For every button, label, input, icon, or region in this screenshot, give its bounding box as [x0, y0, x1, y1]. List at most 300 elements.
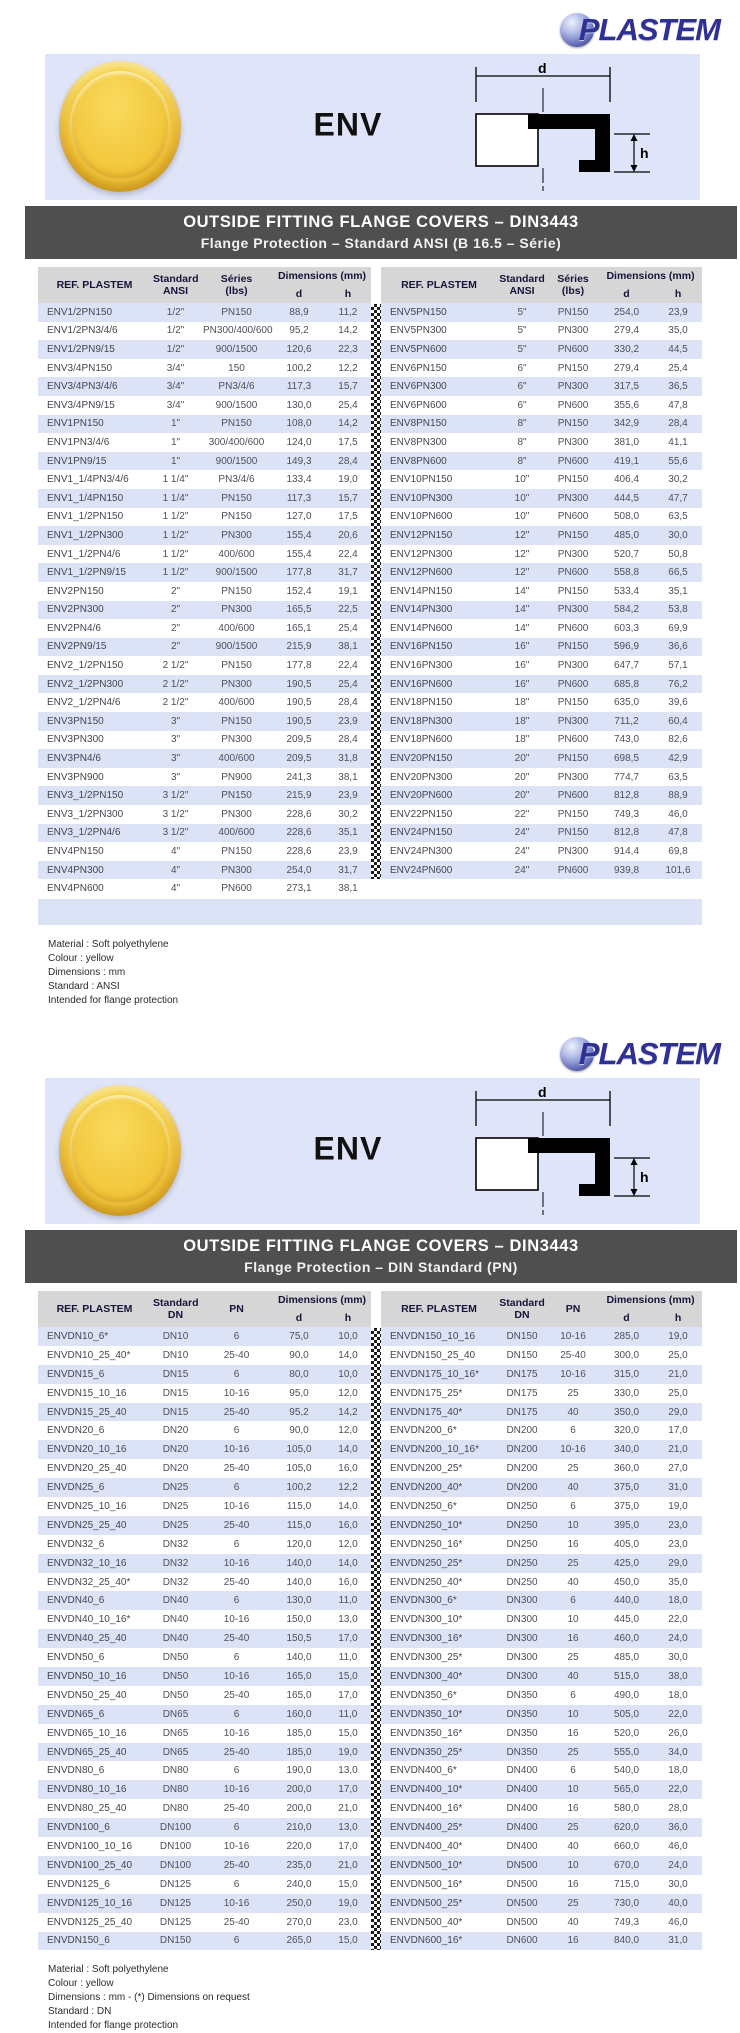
dim-h-cell: 29,0	[654, 1554, 702, 1573]
series-cell: PN150	[557, 697, 589, 709]
ref-cell: ENV4PN300	[38, 861, 151, 880]
brand-name: PLASTEM	[578, 12, 720, 47]
standard-cell: 1/2"	[166, 325, 185, 337]
table-row	[381, 545, 702, 564]
series-cell: PN150	[557, 808, 589, 820]
dim-h-cell: 35,0	[668, 325, 688, 337]
table-row	[381, 1421, 702, 1440]
table-row	[381, 619, 702, 638]
table-row	[381, 1724, 702, 1743]
ref-cell: ENVDN50_25_40	[47, 1689, 127, 1701]
standard-cell: DN600	[497, 1932, 547, 1951]
ref-cell: ENVDN20_10_16	[38, 1440, 151, 1459]
table-row	[381, 601, 702, 620]
table-row	[38, 526, 371, 545]
dim-h-cell: 38,1	[338, 771, 358, 783]
dim-d-cell: 419,1	[599, 452, 654, 471]
dim-d-cell: 165,0	[286, 1689, 312, 1701]
table-row	[381, 1497, 702, 1516]
ref-cell: ENV14PN300	[381, 601, 497, 620]
col-standard	[151, 267, 200, 303]
section-title: OUTSIDE FITTING FLANGE COVERS – DIN3443	[183, 213, 579, 231]
din-tables	[38, 1291, 702, 1950]
table-row	[38, 1535, 371, 1554]
standard-cell: 3"	[151, 749, 200, 768]
ref-cell: ENVDN400_6*	[390, 1765, 457, 1777]
table-row	[381, 1440, 702, 1459]
table-body-right	[381, 303, 702, 879]
dim-h-cell: 35,1	[325, 824, 371, 843]
dim-h-cell: 31,0	[654, 1932, 702, 1951]
col-h: h	[654, 285, 702, 303]
dim-h-cell: 30,2	[668, 474, 688, 486]
standard-cell: DN300	[506, 1614, 538, 1626]
dim-d-cell: 190,5	[273, 712, 325, 731]
dim-h-cell: 15,0	[338, 1878, 358, 1890]
dim-d-cell: 584,2	[599, 601, 654, 620]
table-row	[38, 470, 371, 489]
standard-cell: 10"	[514, 511, 530, 523]
series-cell: PN600	[221, 883, 252, 895]
series-cell: 40	[547, 1478, 599, 1497]
dim-h-cell: 25,0	[668, 1387, 688, 1399]
table-row	[381, 712, 702, 731]
dim-d-cell: 140,0	[286, 1652, 312, 1664]
table-row	[38, 1629, 371, 1648]
ref-cell: ENVDN350_6*	[390, 1689, 457, 1701]
standard-cell: 5"	[517, 325, 527, 337]
table-row	[38, 1403, 371, 1422]
series-cell: PN600	[547, 861, 599, 880]
dim-d-cell: 100,2	[286, 362, 312, 374]
note-colour: Colour : yellow	[48, 1978, 114, 1990]
col-dimensions: Dimensions (mm)	[273, 267, 371, 285]
standard-cell: DN65	[151, 1705, 200, 1724]
standard-cell: 14"	[514, 622, 530, 634]
ref-cell: ENVDN80_6	[47, 1765, 105, 1777]
dim-d-cell: 698,5	[599, 749, 654, 768]
dim-d-cell: 75,0	[273, 1327, 325, 1346]
dim-d-cell: 685,8	[599, 675, 654, 694]
standard-cell: DN175	[506, 1387, 538, 1399]
standard-cell: 18"	[514, 734, 530, 746]
table-row	[38, 1554, 371, 1573]
standard-cell: DN300	[506, 1652, 538, 1664]
series-cell: 25-40	[223, 1916, 250, 1928]
dim-h-cell: 18,0	[668, 1765, 688, 1777]
series-cell: 400/600	[218, 697, 255, 709]
dim-d-cell: 405,0	[614, 1538, 640, 1550]
ref-cell: ENVDN200_25*	[390, 1463, 463, 1475]
series-cell: 25	[547, 1818, 599, 1837]
series-cell: PN300	[547, 712, 599, 731]
dim-d-cell: 190,5	[273, 675, 325, 694]
table-row	[38, 489, 371, 508]
ref-cell: ENV8PN150	[381, 415, 497, 434]
ref-cell: ENV2_1/2PN300	[38, 675, 151, 694]
standard-cell: 1 1/4"	[151, 489, 200, 508]
table-row	[38, 1667, 371, 1686]
table-row	[381, 470, 702, 489]
standard-cell: 12"	[514, 548, 530, 560]
standard-cell: DN150	[506, 1349, 538, 1361]
dim-d-cell: 115,0	[286, 1500, 312, 1512]
dim-h-cell: 22,3	[325, 340, 371, 359]
table-row	[381, 303, 702, 322]
cap-face	[70, 71, 170, 178]
table-row	[381, 489, 702, 508]
ref-cell: ENV2PN150	[47, 585, 104, 597]
dim-d-cell: 185,0	[286, 1727, 312, 1739]
col-standard	[151, 1291, 200, 1327]
series-cell: 900/1500	[200, 638, 273, 657]
table-row	[381, 1648, 702, 1667]
series-cell: 6	[233, 1878, 240, 1890]
table-row	[381, 1743, 702, 1762]
note-material: Material : Soft polyethylene	[48, 1964, 169, 1976]
col-standard	[497, 267, 547, 303]
ref-cell: ENV18PN300	[381, 712, 497, 731]
table-row	[381, 1459, 702, 1478]
standard-cell: DN250	[497, 1516, 547, 1535]
standard-cell: DN300	[497, 1591, 547, 1610]
dim-h-cell: 47,8	[668, 399, 688, 411]
ref-cell: ENVDN15_10_16	[47, 1387, 127, 1399]
ref-cell: ENV20PN600	[381, 786, 497, 805]
standard-cell: 1"	[151, 452, 200, 471]
col-series-bot: (lbs)	[561, 285, 585, 297]
dim-h-cell: 47,7	[654, 489, 702, 508]
series-cell: 10-16	[223, 1387, 250, 1399]
series-cell: PN150	[547, 526, 599, 545]
dim-d-cell: 117,3	[273, 377, 325, 396]
col-standard-bot: DN	[514, 1309, 530, 1321]
table-header	[381, 1291, 702, 1327]
dim-d-cell: 490,0	[614, 1689, 640, 1701]
ref-cell: ENV1_1/2PN4/6	[47, 548, 121, 560]
standard-cell: 8"	[517, 436, 527, 448]
table-row	[381, 768, 702, 787]
table-row	[38, 1932, 371, 1951]
series-cell: 400/600	[200, 824, 273, 843]
ref-cell: ENVDN400_16*	[390, 1803, 463, 1815]
dim-d-cell: 350,0	[599, 1403, 654, 1422]
standard-cell: 18"	[497, 712, 547, 731]
dim-h-cell: 60,4	[654, 712, 702, 731]
table-row	[381, 656, 702, 675]
table-row	[38, 303, 371, 322]
standard-cell: DN100	[151, 1818, 200, 1837]
series-cell: 10-16	[223, 1500, 250, 1512]
col-pn-top: PN	[565, 1303, 581, 1315]
table-row	[381, 1629, 702, 1648]
dim-h-cell: 40,0	[654, 1894, 702, 1913]
note-standard: Standard : ANSI	[48, 981, 120, 992]
dim-h-cell: 63,5	[668, 771, 688, 783]
dim-h-cell: 17,0	[325, 1780, 371, 1799]
standard-cell: 16"	[514, 660, 530, 672]
dim-h-cell: 10,0	[325, 1365, 371, 1384]
dim-d-cell: 270,0	[286, 1916, 312, 1928]
table-row	[38, 582, 371, 601]
ref-cell: ENVDN40_6	[38, 1591, 151, 1610]
ref-cell: ENVDN150_6	[38, 1932, 151, 1951]
dim-d-cell: 340,0	[599, 1440, 654, 1459]
dim-h-cell: 14,2	[325, 415, 371, 434]
dim-d-cell: 508,0	[614, 511, 640, 523]
dim-d-cell: 108,0	[273, 415, 325, 434]
standard-cell: DN200	[506, 1463, 538, 1475]
table-row	[38, 731, 371, 750]
series-cell: PN150	[547, 638, 599, 657]
ref-cell: ENV1/2PN3/4/6	[47, 325, 118, 337]
dim-d-cell: 273,1	[286, 883, 312, 895]
table-row	[381, 340, 702, 359]
ref-cell: ENV5PN600	[381, 340, 497, 359]
dim-h-cell: 28,4	[654, 415, 702, 434]
dimension-diagram	[462, 1086, 674, 1221]
series-cell: 16	[567, 1803, 579, 1815]
series-cell: 40	[547, 1667, 599, 1686]
col-ref: REF. PLASTEM	[38, 267, 151, 303]
table-row	[38, 563, 371, 582]
table-row	[381, 1837, 702, 1856]
series-cell: 6	[570, 1425, 576, 1437]
dim-h-cell: 13,0	[338, 1614, 358, 1626]
dim-h-cell: 11,0	[325, 1591, 371, 1610]
dim-h-cell: 38,1	[338, 883, 358, 895]
series-cell: PN300	[200, 601, 273, 620]
table-row	[381, 638, 702, 657]
series-cell: 25	[547, 1554, 599, 1573]
table-row	[38, 1780, 371, 1799]
table-row	[381, 749, 702, 768]
standard-cell: DN400	[506, 1765, 538, 1777]
col-ref: REF. PLASTEM	[38, 1291, 151, 1327]
ref-cell: ENVDN200_6*	[390, 1425, 457, 1437]
ref-cell: ENVDN150_10_16	[381, 1327, 497, 1346]
standard-cell: DN40	[151, 1591, 200, 1610]
series-cell: 900/1500	[200, 563, 273, 582]
series-cell: 6	[547, 1591, 599, 1610]
dim-d-cell: 165,5	[273, 601, 325, 620]
dim-d-cell: 240,0	[286, 1878, 312, 1890]
col-d: d	[599, 1309, 654, 1327]
yellow-cap-photo	[59, 1085, 181, 1216]
table-row	[381, 1554, 702, 1573]
series-cell: PN150	[200, 489, 273, 508]
ref-cell: ENV1PN9/15	[38, 452, 151, 471]
dim-h-cell: 76,2	[654, 675, 702, 694]
col-d: d	[273, 285, 325, 303]
series-cell: 25-40	[200, 1856, 273, 1875]
series-cell: 400/600	[218, 548, 255, 560]
dim-h-cell: 55,6	[654, 452, 702, 471]
series-cell: 6	[233, 1652, 240, 1664]
dim-d-cell: 165,1	[286, 622, 312, 634]
dim-d-cell: 228,6	[273, 824, 325, 843]
table-row	[381, 1516, 702, 1535]
series-cell: 16	[547, 1629, 599, 1648]
series-cell: PN150	[200, 303, 273, 322]
table-row	[381, 1894, 702, 1913]
series-cell: 6	[200, 1818, 273, 1837]
table-row	[381, 582, 702, 601]
series-cell: PN150	[547, 824, 599, 843]
ref-cell: ENVDN125_25_40	[47, 1916, 133, 1928]
series-cell: PN3/4/6	[200, 377, 273, 396]
ref-cell: ENV14PN600	[390, 622, 453, 634]
dim-h-cell: 53,8	[654, 601, 702, 620]
ref-cell: ENV1/2PN9/15	[38, 340, 151, 359]
dim-d-cell: 355,6	[614, 399, 640, 411]
ref-cell: ENV5PN300	[390, 325, 447, 337]
dim-d-cell: 133,4	[286, 474, 312, 486]
dim-d-cell: 265,0	[273, 1932, 325, 1951]
table-row	[381, 1403, 702, 1422]
table-row	[381, 693, 702, 712]
series-cell: 6	[570, 1765, 576, 1777]
col-standard-bot: ANSI	[162, 285, 189, 297]
table-row	[38, 1384, 371, 1403]
table-row	[38, 675, 371, 694]
dim-d-cell: 241,3	[286, 771, 312, 783]
dim-d-cell: 375,0	[599, 1478, 654, 1497]
dim-h-cell: 12,0	[338, 1538, 358, 1550]
dim-d-cell: 330,2	[599, 340, 654, 359]
ref-cell: ENVDN80_10_16	[38, 1780, 151, 1799]
dim-d-cell: 155,4	[286, 548, 312, 560]
table-row	[381, 433, 702, 452]
dim-d-cell: 375,0	[614, 1500, 640, 1512]
standard-cell: 16"	[497, 638, 547, 657]
series-cell: PN300	[557, 436, 589, 448]
dim-h-cell: 21,0	[654, 1365, 702, 1384]
table-row	[381, 1856, 702, 1875]
col-standard-bot: ANSI	[509, 285, 535, 297]
series-cell: 6	[200, 1327, 273, 1346]
table-row	[38, 508, 371, 527]
table-row	[381, 377, 702, 396]
dim-d-cell: 95,2	[273, 1403, 325, 1422]
standard-cell: 3 1/2"	[151, 824, 200, 843]
standard-cell: 3"	[170, 734, 181, 746]
table-row	[381, 842, 702, 861]
ref-cell: ENV16PN300	[390, 660, 453, 672]
table-row	[38, 749, 371, 768]
standard-cell: 6"	[517, 399, 527, 411]
col-dimensions: Dimensions (mm)	[599, 1291, 702, 1309]
section-subtitle: Flange Protection – Standard ANSI (B 16.5 – Série)	[200, 235, 562, 251]
dim-d-cell: 485,0	[599, 526, 654, 545]
dim-d-cell: 279,4	[614, 362, 640, 374]
ref-cell: ENVDN300_16*	[381, 1629, 497, 1648]
series-cell: 6	[200, 1478, 273, 1497]
col-standard	[497, 1291, 547, 1327]
standard-cell: 1 1/2"	[162, 511, 189, 523]
series-cell: PN150	[200, 712, 273, 731]
dim-h-cell: 44,5	[654, 340, 702, 359]
series-cell: 25-40	[223, 1349, 250, 1361]
series-cell: 10-16	[223, 1727, 250, 1739]
dim-h-cell: 12,2	[338, 362, 358, 374]
product-code: ENV	[313, 1130, 383, 1167]
standard-cell: DN500	[497, 1856, 547, 1875]
ref-cell: ENV3PN4/6	[38, 749, 151, 768]
standard-cell: DN80	[151, 1780, 200, 1799]
table-row	[38, 1365, 371, 1384]
section-title-bar	[25, 1230, 737, 1283]
dim-d-cell: 300,0	[614, 1349, 640, 1361]
ref-cell: ENV2PN300	[38, 601, 151, 620]
standard-cell: 20"	[514, 771, 530, 783]
standard-cell: DN40	[151, 1629, 200, 1648]
dim-h-cell: 19,1	[338, 585, 358, 597]
series-cell: 25	[547, 1894, 599, 1913]
dim-d-cell: 95,0	[289, 1387, 309, 1399]
dimension-diagram	[462, 62, 674, 197]
standard-cell: DN50	[151, 1667, 200, 1686]
ref-cell: ENVDN150_25_40	[390, 1349, 476, 1361]
dim-h-cell: 21,0	[338, 1803, 358, 1815]
ref-cell: ENVDN175_40*	[381, 1403, 497, 1422]
standard-cell: 1 1/2"	[151, 526, 200, 545]
dim-d-cell: 360,0	[614, 1463, 640, 1475]
series-cell: 25-40	[223, 1689, 250, 1701]
standard-cell: DN150	[497, 1327, 547, 1346]
standard-cell: 5"	[497, 340, 547, 359]
ref-cell: ENV8PN600	[381, 452, 497, 471]
dim-h-cell: 69,9	[668, 622, 688, 634]
series-cell: PN150	[547, 749, 599, 768]
ref-cell: ENV16PN600	[381, 675, 497, 694]
ref-cell: ENVDN200_40*	[381, 1478, 497, 1497]
dim-d-cell: 596,9	[599, 638, 654, 657]
dim-h-cell: 14,0	[338, 1349, 358, 1361]
col-standard-top: Standard	[499, 273, 545, 285]
standard-cell: DN15	[151, 1403, 200, 1422]
dim-h-cell: 12,2	[325, 1478, 371, 1497]
standard-cell: DN80	[162, 1765, 189, 1777]
dim-h-cell: 41,1	[668, 436, 688, 448]
standard-cell: 6"	[497, 377, 547, 396]
notes-din	[48, 1963, 740, 2033]
standard-cell: DN25	[151, 1516, 200, 1535]
dim-h-cell: 31,7	[325, 563, 371, 582]
table-row	[38, 1875, 371, 1894]
standard-cell: 3/4"	[166, 362, 185, 374]
standard-cell: 24"	[497, 824, 547, 843]
series-cell: 40	[567, 1840, 579, 1852]
table-row	[38, 1913, 371, 1932]
series-cell: 400/600	[200, 749, 273, 768]
dim-h-cell: 22,5	[325, 601, 371, 620]
ref-cell: ENV16PN150	[381, 638, 497, 657]
dim-d-cell: 533,4	[614, 585, 640, 597]
table-row	[381, 1875, 702, 1894]
standard-cell: DN400	[497, 1818, 547, 1837]
dim-h-cell: 28,4	[338, 734, 358, 746]
ref-cell: ENVDN250_10*	[381, 1516, 497, 1535]
ref-cell: ENVDN25_10_16	[47, 1500, 127, 1512]
standard-cell: DN400	[497, 1780, 547, 1799]
table-row	[38, 824, 371, 843]
series-cell: 25-40	[200, 1629, 273, 1648]
ref-cell: ENV1/2PN150	[38, 303, 151, 322]
ref-cell: ENV1_1/2PN9/15	[38, 563, 151, 582]
dim-h-cell: 15,0	[325, 1667, 371, 1686]
ref-cell: ENVDN175_10_16*	[381, 1365, 497, 1384]
